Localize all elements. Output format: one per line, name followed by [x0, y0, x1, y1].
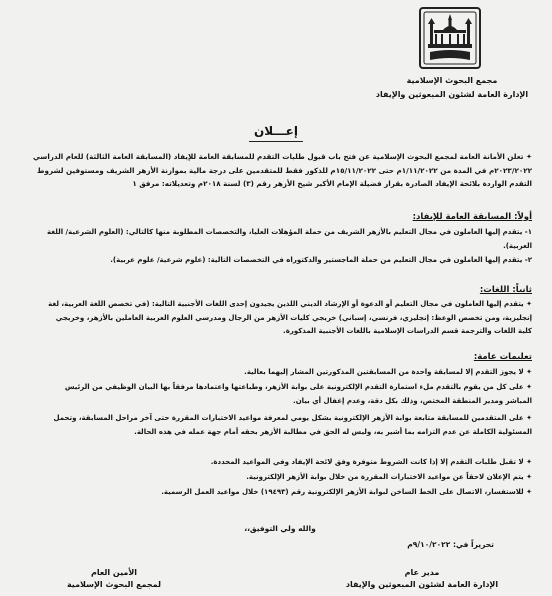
intro-paragraph: [32, 150, 532, 191]
section2-heading: ثانياً: اللغات:: [479, 285, 532, 295]
section2-item-1: [42, 298, 532, 339]
star-bullet-icon: ✦: [523, 383, 532, 391]
section3-item-1: [42, 366, 532, 380]
section1-item-1-text: يتقدم إليها العاملون في مجال التعليم بالأزهر الشريف من حملة المؤهلات العليا، والتخصصات المطلوبة منها كالتالي: (العلوم الشرعية/ اللغة العربية).: [47, 228, 532, 250]
closing-phrase: والله ولي التوفيق،،: [244, 524, 316, 533]
section3-item-5-text: يتم الإعلان لاحقاً عن مواعيد الاختبارات المقررة من خلال بوابة الأزهر الإلكترونية.: [246, 473, 524, 481]
section3-item-2-text: على كل من يقوم بالتقدم ملء استمارة التقدم الإلكترونية على بوابة الأزهر، وطباعتها واعتمادها مرفقاً بها البيان الوظيفي من الرئيس المباشر ومدير المنطقة المختص، وذلك بكل دقة، وعدم إغفال أي بيان.: [64, 383, 532, 405]
letterhead-department: الإدارة العامة لشئون المبعوثين والإيفاد: [375, 90, 529, 99]
section1-item-2-number: ٢-: [522, 256, 532, 264]
section3-item-1-text: لا يجوز التقدم إلا لمسابقة واحدة من المسابقتين المذكورتين المشار إليهما بعالية.: [244, 368, 524, 376]
title-underline: [249, 141, 303, 142]
section3-heading: تعليمات عامة:: [473, 352, 532, 362]
star-bullet-icon: ✦: [523, 414, 532, 422]
intro-attachment: مرفق ١: [132, 179, 160, 188]
section1-heading: أولاً: المسابقة العامة للإيفاد:: [412, 212, 532, 222]
section1-item-1-number: ١-: [522, 228, 532, 236]
left-signature-title: الأمين العام: [90, 568, 138, 577]
page-title: إعـــلان: [254, 124, 298, 138]
section2-item-1-text: يتقدم إليها العاملون في مجال التعليم أو الدعوة أو الإرشاد الديني اللذين يجيدون إحدى اللغات الأجنبية التالية: (في تخصص اللغة العربية، لغة إنجليزية، ومن تخصص الوعظ: إنجليزي، فرنسي، إسباني) خريجي كليات الأزهر من الرجال ومدرسي العلوم العربية العاملين بالأزهر، وخريجي كلية اللغات والترجمة قسم الدراسات الإسلامية باللغات الأجنبية المذكورة.: [48, 300, 532, 335]
star-bullet-icon: ✦: [523, 473, 532, 481]
al-azhar-emblem-logo: [416, 4, 484, 72]
right-signature-org: الإدارة العامة لشئون المبعوثين والإيفاد: [345, 580, 499, 589]
section3-item-5: [42, 471, 532, 485]
star-bullet-icon: ✦: [523, 300, 532, 308]
section3-item-6: [42, 486, 532, 500]
star-bullet-icon: ✦: [523, 152, 532, 161]
letterhead: [362, 4, 542, 104]
section3-item-4-text: لا تقبل طلبات التقدم إلا إذا كانت الشروط متوفرة وفق لائحة الإيفاد وفي المواعيد المحددة.: [210, 458, 524, 466]
star-bullet-icon: ✦: [523, 368, 532, 376]
section3-item-3-text: على المتقدمين للمسابقة متابعة بوابة الأزهر الإلكترونية بشكل يومي لمعرفة مواعيد الاختبارات المقررة حتى آخر مراحل المسابقة، وتحمل المسئولية الكاملة عن عدم التزامه بما أشير به، وليس له الحق في مطالبة الأزهر بحقه أمام جهة عمله في هذه الحالة.: [53, 414, 532, 436]
left-signature-org: لمجمع البحوث الإسلامية: [66, 580, 162, 589]
section1-item-1: [42, 226, 532, 253]
section3-item-2: [42, 381, 532, 408]
section1-item-2: [42, 254, 532, 268]
issue-date: تحريراً في: ٩/١٠/٢٠٢٢م: [407, 540, 494, 549]
section3-item-6-text: للاستفسار، الاتصال على الخط الساخن لبوابة الأزهر الإلكترونية رقم (١٩٤٩٣) خلال مواعيد العمل الرسمية.: [161, 488, 524, 496]
section3-item-4: [42, 456, 532, 470]
intro-text: تعلن الأمانة العامة لمجمع البحوث الإسلامية عن فتح باب قبول طلبات التقدم للمسابقة العامة للإيفاد (المسابقة العامة الثالثة) للعام الدراسي ٢٠٢٣/٢٠٢٢م في المدة من ١/١١/٢٠٢٢م حتى ١٥/١١/٢٠٢٢م للذكور فقط للمتقدمين على درجة مالية بموازنة الأزهر الشريف ومستوفين لشروط التقدم الواردة بلائحة الإيفاد الصادرة بقرار فضيلة الإمام الأكبر شيخ الأزهر رقم (٣) لسنة ٢٠١٨م وتعديلاته:: [32, 152, 532, 188]
right-signature-title: مدير عام: [404, 568, 440, 577]
section1-item-2-text: يتقدم إليها العاملون في مجال التعليم من حملة الماجستير والدكتوراه في التخصصات التالية: (علوم شرعية/ علوم عربية).: [110, 256, 523, 264]
letterhead-org-name: مجمع البحوث الإسلامية: [406, 76, 498, 85]
star-bullet-icon: ✦: [523, 458, 532, 466]
star-bullet-icon: ✦: [523, 488, 532, 496]
section3-item-3: [42, 412, 532, 439]
